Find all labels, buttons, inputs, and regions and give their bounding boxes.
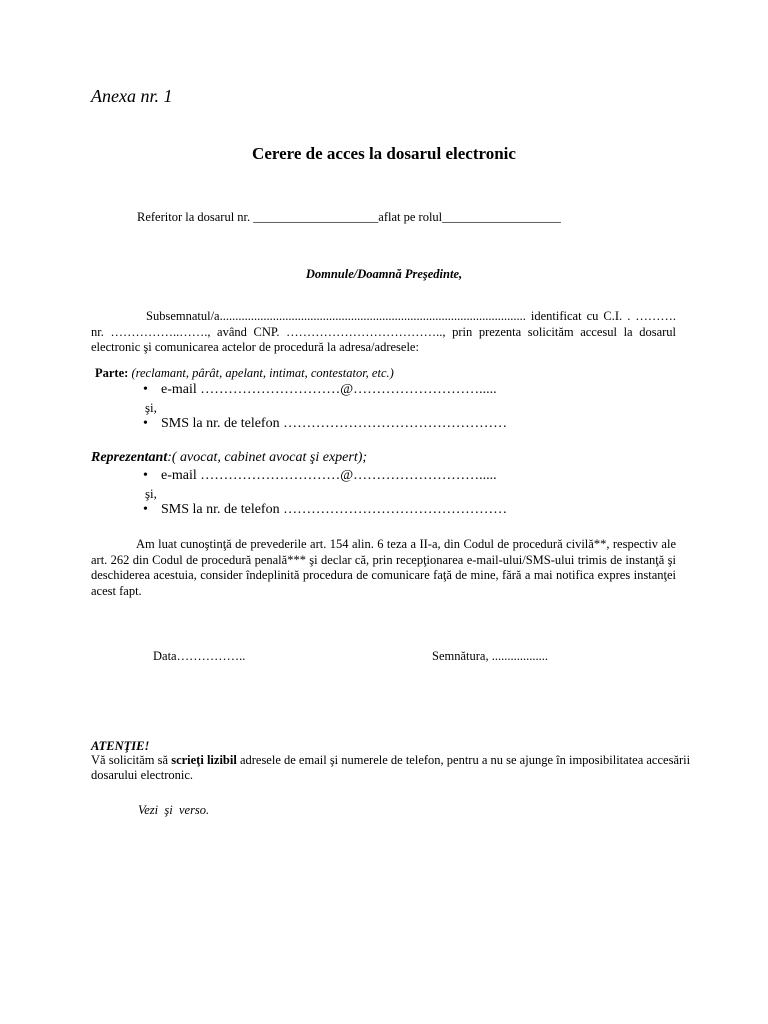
parte-sms-field: SMS la nr. de telefon ………………………………………… (161, 416, 508, 431)
parte-detail: (reclamant, pârât, apelant, intimat, contestator, etc.) (128, 366, 394, 380)
attention-text-before: Vă solicităm să (91, 753, 172, 767)
parte-email-row (143, 382, 497, 398)
parte-and: şi, (145, 400, 157, 415)
reprezentant-email-field: e-mail …………………………@………………………..... (161, 468, 497, 483)
parte-email-field: e-mail …………………………@………………………..... (161, 382, 497, 397)
attention-text (91, 753, 691, 783)
bullet-icon: • (143, 468, 148, 483)
reprezentant-and: şi, (145, 486, 157, 501)
reprezentant-label: Reprezentant (91, 450, 168, 465)
reprezentant-heading (91, 450, 367, 466)
attention-text-emphasis: scrieţi lizibil (171, 753, 237, 767)
bullet-icon: • (143, 382, 148, 397)
attention-title: ATENŢIE! (91, 739, 150, 753)
reprezentant-sms-field: SMS la nr. de telefon ………………………………………… (161, 502, 508, 517)
reference-line: Referitor la dosarul nr. ____________________aflat pe rolul___________________ (137, 210, 561, 224)
verso-note: Vezi şi verso. (138, 803, 210, 817)
annex-number: Anexa nr. 1 (91, 86, 173, 106)
request-paragraph: Subsemnatul/a.................................................................................................. identificat cu C.I. . ………. nr. ……………..……., având CNP. ……………………………….., prin prezenta solicităm accesul la dosarul electronic şi comunicarea actelor de procedură la adresa/adresele: (91, 309, 676, 354)
signature-field: Semnătura, .................. (432, 649, 548, 663)
reprezentant-sms-row (143, 502, 507, 518)
parte-label: Parte: (95, 366, 129, 380)
parte-heading (95, 366, 394, 381)
reprezentant-detail: :( avocat, cabinet avocat şi expert); (167, 450, 368, 465)
parte-sms-row (143, 416, 507, 432)
salutation: Domnule/Doamnă Preşedinte, (305, 267, 463, 281)
attention-text-after: adresele de email şi numerele de telefon, pentru a nu se ajunge în imposibilitatea accesării dosarului electronic. (91, 753, 691, 782)
bullet-icon: • (143, 416, 148, 431)
document-title: Cerere de acces la dosarul electronic (252, 144, 516, 163)
bullet-icon: • (143, 502, 148, 517)
reprezentant-email-row (143, 468, 497, 484)
date-field: Data…………….. (153, 649, 246, 663)
declaration-paragraph: Am luat cunoştinţă de prevederile art. 154 alin. 6 teza a II-a, din Codul de procedură civilă**, respectiv ale art. 262 din Codul de procedură penală*** şi declar că, prin recepţionarea e-mail-ului/SMS-ului trimis de instanţă şi deschiderea acestuia, consider îndeplinită procedura de comunicare faţă de mine, fără a mai notifica expres instanţei acest fapt. (91, 537, 676, 598)
